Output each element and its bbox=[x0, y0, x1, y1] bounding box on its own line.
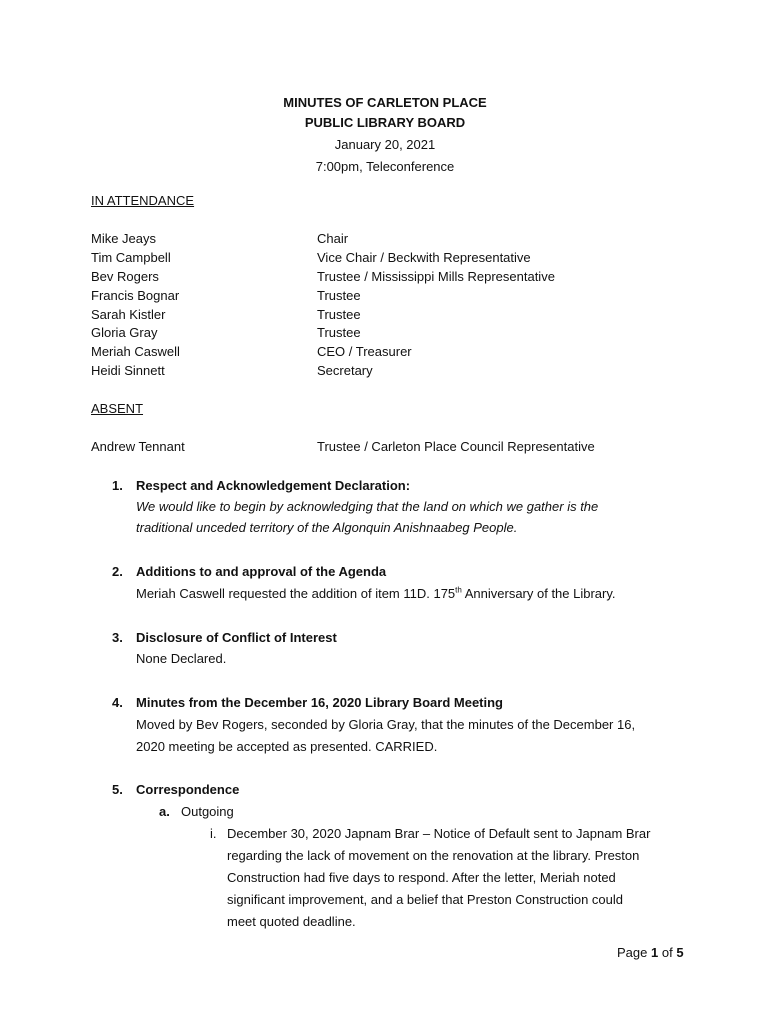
title-line-1: MINUTES OF CARLETON PLACE bbox=[283, 95, 487, 110]
correspondence-line: regarding the lack of movement on the renovation at the library. Preston bbox=[227, 848, 640, 863]
sub-item-title: Outgoing bbox=[181, 804, 234, 819]
attendee-role: Trustee / Mississippi Mills Representative bbox=[317, 269, 555, 284]
attendance-heading: IN ATTENDANCE bbox=[91, 193, 195, 208]
item-number: 5. bbox=[112, 782, 123, 797]
item-number: 4. bbox=[112, 695, 123, 710]
meeting-time-place: 7:00pm, Teleconference bbox=[315, 159, 455, 174]
item-2-body-text: Anniversary of the Library. bbox=[461, 586, 616, 601]
item-1-body-line: traditional unceded territory of the Algonquin Anishnaabeg People. bbox=[136, 520, 518, 535]
item-1-body-line: We would like to begin by acknowledging that the land on which we gather is the bbox=[136, 499, 599, 514]
ordinal-suffix: th bbox=[455, 585, 462, 595]
item-5-title: Correspondence bbox=[136, 782, 240, 797]
attendee-role: Chair bbox=[317, 231, 349, 246]
item-2-body-text: Meriah Caswell requested the addition of item 11D. 175 bbox=[136, 586, 456, 601]
attendee-name: Sarah Kistler bbox=[91, 307, 166, 322]
page-number bbox=[617, 943, 684, 962]
page-current: 1 bbox=[651, 945, 659, 960]
page-word: Page bbox=[617, 945, 648, 960]
attendee-role: CEO / Treasurer bbox=[317, 344, 412, 359]
item-4-body-line: Moved by Bev Rogers, seconded by Gloria Gray, that the minutes of the December 16, bbox=[136, 717, 636, 732]
attendee-role: Trustee bbox=[317, 288, 361, 303]
absent-heading: ABSENT bbox=[91, 401, 144, 416]
item-number: 3. bbox=[112, 630, 123, 645]
item-2-body bbox=[136, 584, 616, 603]
item-3-title: Disclosure of Conflict of Interest bbox=[136, 630, 337, 645]
sub-item-label: a. bbox=[159, 804, 170, 819]
attendee-name: Meriah Caswell bbox=[91, 344, 180, 359]
item-4-body-line: 2020 meeting be accepted as presented. CARRIED. bbox=[136, 739, 438, 754]
attendee-role: Trustee bbox=[317, 307, 361, 322]
page-total: 5 bbox=[676, 945, 684, 960]
item-3-body: None Declared. bbox=[136, 651, 227, 666]
attendee-name: Mike Jeays bbox=[91, 231, 157, 246]
sub-sub-item-label: i. bbox=[210, 826, 217, 841]
correspondence-line: significant improvement, and a belief that Preston Construction could bbox=[227, 892, 623, 907]
of-word: of bbox=[661, 945, 673, 960]
item-number: 2. bbox=[112, 564, 123, 579]
item-number: 1. bbox=[112, 478, 123, 493]
absent-name: Andrew Tennant bbox=[91, 439, 185, 454]
attendee-name: Francis Bognar bbox=[91, 288, 180, 303]
attendee-role: Vice Chair / Beckwith Representative bbox=[317, 250, 531, 265]
title-line-2: PUBLIC LIBRARY BOARD bbox=[304, 115, 466, 130]
item-2-title: Additions to and approval of the Agenda bbox=[136, 564, 387, 579]
attendee-name: Heidi Sinnett bbox=[91, 363, 165, 378]
correspondence-line: meet quoted deadline. bbox=[227, 914, 356, 929]
item-4-title: Minutes from the December 16, 2020 Library Board Meeting bbox=[136, 695, 503, 710]
meeting-date: January 20, 2021 bbox=[334, 137, 436, 152]
attendee-name: Bev Rogers bbox=[91, 269, 159, 284]
attendee-name: Gloria Gray bbox=[91, 325, 158, 340]
attendee-name: Tim Campbell bbox=[91, 250, 171, 265]
correspondence-line: December 30, 2020 Japnam Brar – Notice of Default sent to Japnam Brar bbox=[227, 826, 651, 841]
attendee-role: Secretary bbox=[317, 363, 373, 378]
correspondence-line: Construction had five days to respond. After the letter, Meriah noted bbox=[227, 870, 616, 885]
attendee-role: Trustee bbox=[317, 325, 361, 340]
item-1-title: Respect and Acknowledgement Declaration: bbox=[136, 478, 411, 493]
absent-role: Trustee / Carleton Place Council Representative bbox=[317, 439, 595, 454]
